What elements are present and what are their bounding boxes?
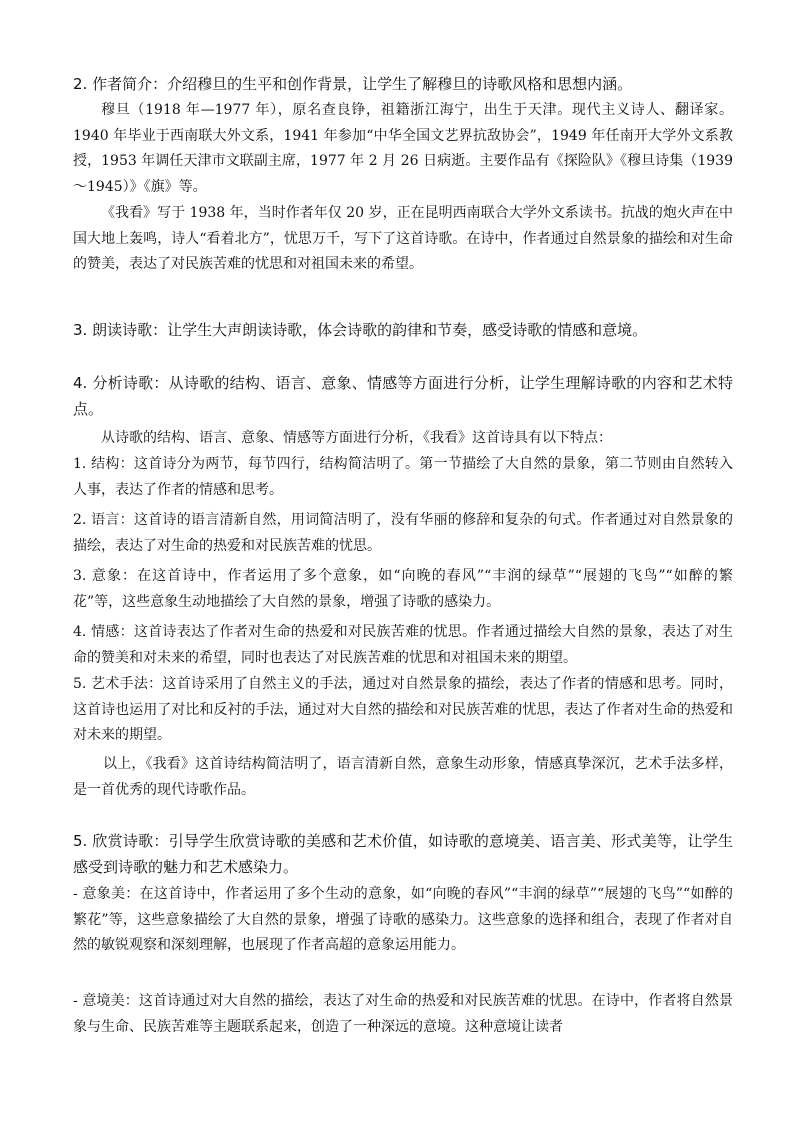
analysis-item-emotion: 4. 情感：这首诗表达了作者对生命的热爱和对民族苦难的忧思。作者通过描绘大自然的景象，表达了对生命的赞美和对未来的希望，同时也表达了对民族苦难的忧思和对祖国未来的期望。 <box>73 624 733 666</box>
section-2-heading: 2. 作者简介：介绍穆旦的生平和创作背景，让学生了解穆旦的诗歌风格和思想内涵。 <box>73 75 633 93</box>
appreciation-artistic-conception: - 意境美：这首诗通过对大自然的描绘，表达了对生命的热爱和对民族苦难的忧思。在诗中，作者将自然景象与生命、民族苦难等主题联系起来，创造了一种深远的意境。这种意境让读者 <box>73 993 733 1035</box>
analysis-item-technique: 5. 艺术手法：这首诗采用了自然主义的手法，通过对自然景象的描绘，表达了作者的情感和思考。同时，这首诗也运用了对比和反衬的手法，通过对大自然的描绘和对民族苦难的忧思，表达了作者对生命的热爱和对未来的期望。 <box>73 676 733 743</box>
analysis-intro: 从诗歌的结构、语言、意象、情感等方面进行分析，《我看》这首诗具有以下特点： <box>101 430 612 446</box>
appreciation-imagery-beauty: - 意象美：在这首诗中，作者运用了多个生动的意象，如“向晚的春风”“丰润的绿草”“展翅的飞鸟”“如醉的繁花”等，这些意象描绘了大自然的景象，增强了诗歌的感染力。这些意象的选择和组合，表现了作者对自然的敏锐观察和深刻理解，也展现了作者高超的意象运用能力。 <box>73 886 733 953</box>
poem-background-paragraph: 《我看》写于 1938 年，当时作者年仅 20 岁，正在昆明西南联合大学外文系读书。抗战的炮火声在中国大地上轰鸣，诗人“看着北方”，忧思万千，写下了这首诗歌。在诗中，作者通过自然景象的描绘和对生命的赞美，表达了对民族苦难的忧思和对祖国未来的希望。 <box>73 205 733 272</box>
analysis-item-language: 2. 语言：这首诗的语言清新自然，用词简洁明了，没有华丽的修辞和复杂的句式。作者通过对自然景象的描绘，表达了对生命的热爱和对民族苦难的忧思。 <box>73 512 733 554</box>
analysis-item-imagery: 3. 意象：在这首诗中，作者运用了多个意象，如“向晚的春风”“丰润的绿草”“展翅的飞鸟”“如醉的繁花”等，这些意象生动地描绘了大自然的景象，增强了诗歌的感染力。 <box>73 568 733 610</box>
analysis-item-structure: 1. 结构：这首诗分为两节，每节四行，结构简洁明了。第一节描绘了大自然的景象，第二节则由自然转入人事，表达了作者的情感和思考。 <box>73 456 733 498</box>
author-bio-paragraph: 穆旦（1918 年—1977 年），原名查良铮，祖籍浙江海宁，出生于天津。现代主义诗人、翻译家。1940 年毕业于西南联大外文系，1941 年参加“中华全国文艺界抗敌协会”，1949 年任南开大学外文系教授，1953 年调任天津市文联副主席，1977 年 2 月 26 日病逝。主要作品有《探险队》《穆旦诗集（1939～1945）》《旗》等。 <box>73 102 733 195</box>
analysis-summary: 以上，《我看》这首诗结构简洁明了，语言清新自然，意象生动形象，情感真挚深沉，艺术手法多样，是一首优秀的现代诗歌作品。 <box>73 756 733 798</box>
section-4-heading: 4. 分析诗歌：从诗歌的结构、语言、意象、情感等方面进行分析，让学生理解诗歌的内容和艺术特点。 <box>73 374 733 418</box>
section-5-heading: 5. 欣赏诗歌：引导学生欣赏诗歌的美感和艺术价值，如诗歌的意境美、语言美、形式美等，让学生感受到诗歌的魅力和艺术感染力。 <box>73 832 733 876</box>
section-3-heading: 3. 朗读诗歌：让学生大声朗读诗歌，体会诗歌的韵律和节奏，感受诗歌的情感和意境。 <box>73 321 648 339</box>
